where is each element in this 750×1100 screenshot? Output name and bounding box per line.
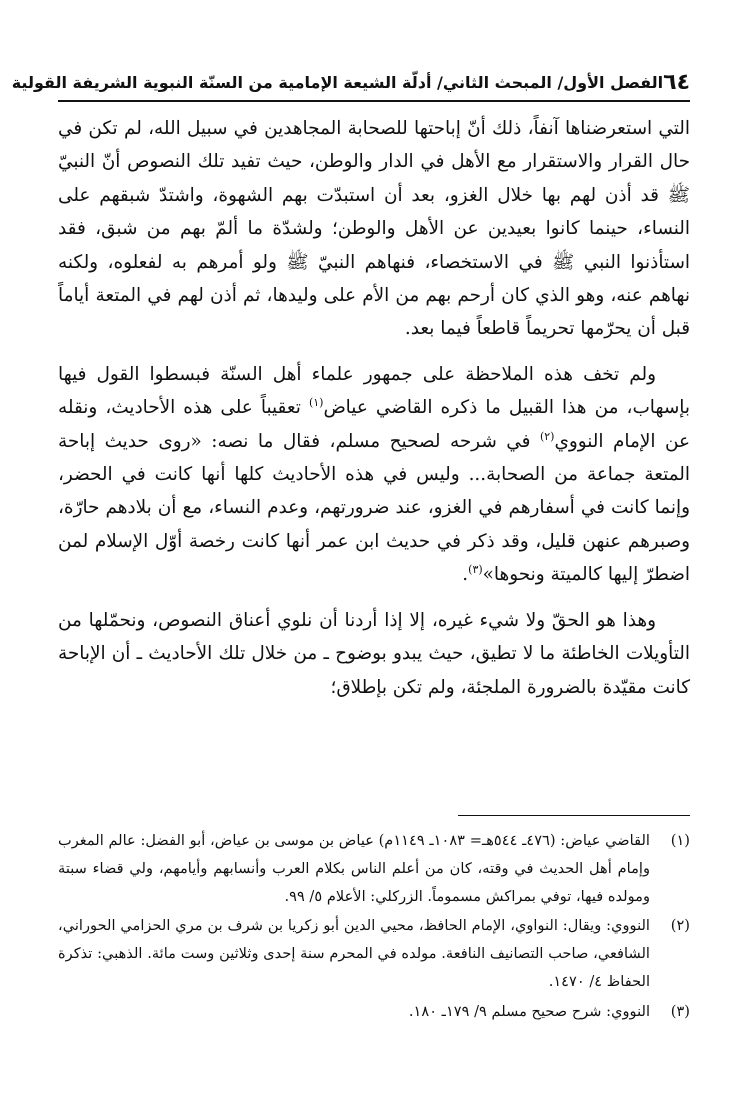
footnote-marker: (١)	[308, 396, 324, 410]
footnote-number: (٢)	[670, 917, 690, 935]
footnote	[58, 998, 690, 1026]
footnote-marker: (٣)	[468, 563, 483, 577]
paragraph-segment: .	[462, 564, 469, 586]
footnote-text: القاضي عياض: (٤٧٦ـ ٥٤٤هـ= ١٠٨٣ـ ١١٤٩م) عياض بن موسى بن عياض، أبو الفضل: عالم المغرب وإمام أهل الحديث في وقته، كان من أعلم الناس بكلام العرب وأنسابهم وأيامهم، ولي قضاء سبتة ومولده فيها، توفي بمراكش مسموماً. الزركلي: الأعلام ٥/ ٩٩.	[58, 832, 650, 905]
footnote	[58, 912, 690, 995]
running-title: الفصل الأول/ المبحث الثاني/ أدلّة الشيعة الإمامية من السنّة النبوية الشريفة القولية	[11, 72, 664, 92]
paragraph: وهذا هو الحقّ ولا شيء غيره، إلا إذا أردنا أن نلوي أعناق النصوص، ونحمّلها من التأويلات الخاطئة ما لا تطيق، حيث يبدو بوضوح ـ من خلال تلك الأحاديث ـ أن الإباحة كانت مقيّدة بالضرورة الملجئة، ولم تكن بإطلاق؛	[58, 609, 690, 698]
footnote-marker: (٢)	[539, 429, 555, 443]
paragraph-segment: في شرحه لصحيح مسلم، فقال ما نصه: «روى حديث إباحة المتعة جماعة من الصحابة... وليس في هذه الأحاديث كلها أنها كانت في الحضر، وإنما كانت في أسفارهم في الغزو، عند ضرورتهم، وعدم النساء، مع أن بلادهم حارّة، وصبرهم عنهن قليل، وقد ذكر في حديث ابن عمر أنها كانت رخصة أوّل الإسلام لمن اضطرّ إليها كالميتة ونحوها»	[58, 430, 690, 586]
footnote-divider	[458, 815, 690, 816]
page-number: ٦٤	[663, 69, 690, 95]
paragraph-segment: ولم تخف هذه الملاحظة على جمهور علماء أهل السنّة فبسطوا القول فيها بإسهاب، من هذا القبيل ما ذكره القاضي عياض	[58, 363, 690, 419]
footnote	[58, 827, 690, 910]
paragraph-segment: تعقيباً على هذه الأحاديث، ونقله عن الإمام النووي	[58, 397, 690, 452]
footnote-text: النووي: شرح صحيح مسلم ٩/ ١٧٩ـ ١٨٠.	[408, 1002, 650, 1020]
footnote-number: (٣)	[670, 1002, 690, 1020]
body-text	[58, 112, 690, 716]
footnote-number: (١)	[670, 832, 690, 849]
footnotes	[58, 827, 690, 1028]
footnote-text: النووي: ويقال: النواوي، الإمام الحافظ، محيي الدين أبو زكريا بن شرف بن مري الحزامي الحوراني، الشافعي، صاحب التصانيف النافعة. مولده في المحرم سنة إحدى وثلاثين وست مائة. الذهبي: تذكرة الحفاظ ٤/ ١٤٧٠.	[58, 917, 650, 990]
paragraph	[58, 358, 690, 592]
paragraph: التي استعرضناها آنفاً، ذلك أنّ إباحتها للصحابة المجاهدين في سبيل الله، لم تكن في حال القرار والاستقرار مع الأهل في الدار والوطن، حيث تفيد تلك النصوص أنّ النبيّ ﷺ قد أذن لهم بها خلال الغزو، بعد أن استبدّت بهم الشهوة، واشتدّ شبقهم على النساء، حينما كانوا بعيدين عن الأهل والوطن؛ ولشدّة ما ألمّ بهم من شبق، فقد استأذنوا النبي ﷺ في الاستخصاء، فنهاهم النبيّ ﷺ ولو أمرهم به لفعلوه، ولكنه نهاهم عنه، وهو الذي كان أرحم بهم من الأم على وليدها، ثم أذن لهم في المتعة أياماً قبل أن يحرّمها تحريماً قاطعاً فيما بعد.	[58, 118, 690, 340]
page-header	[11, 64, 690, 102]
